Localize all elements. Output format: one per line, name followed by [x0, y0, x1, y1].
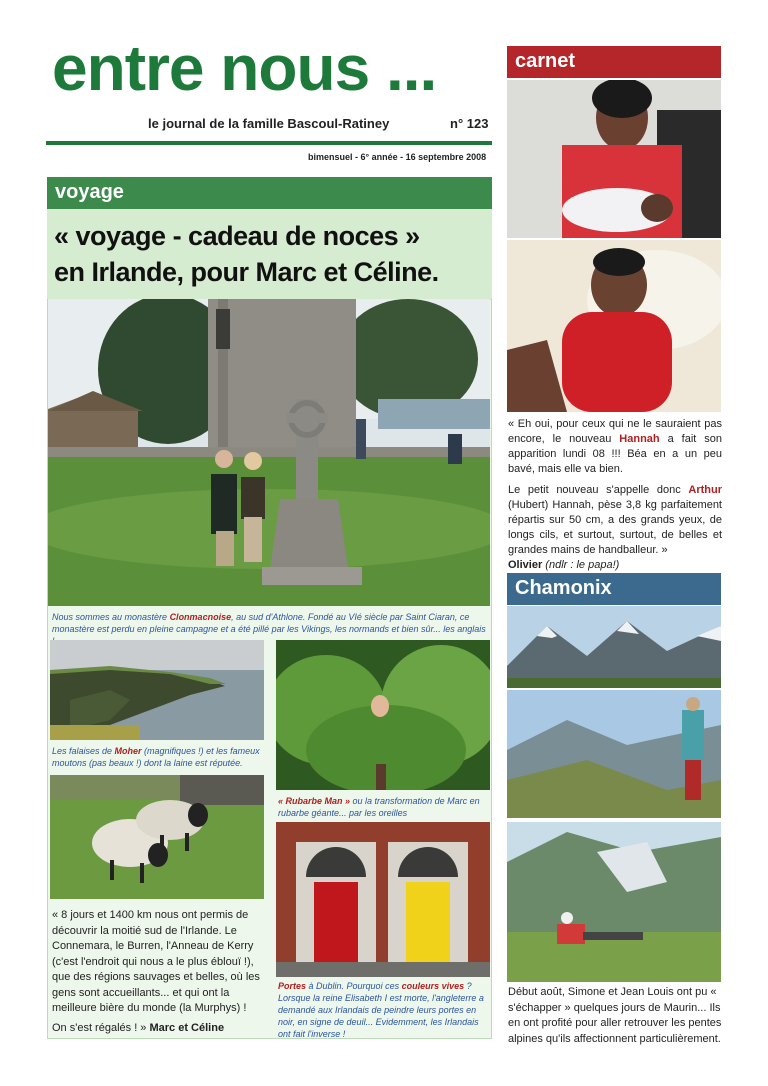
carnet-signature-name: Olivier [508, 559, 543, 571]
section-header-carnet: carnet [507, 46, 721, 78]
carnet-paragraph-2 [508, 483, 722, 558]
photo-sheep [50, 775, 264, 899]
photo-clonmacnoise [48, 299, 490, 606]
voyage-body [52, 908, 264, 1036]
section-header-voyage: voyage [47, 177, 492, 209]
carnet-signature [508, 558, 722, 573]
photo-rubarbe-man [276, 640, 490, 790]
caption-moher [52, 745, 264, 769]
carnet-signature-note: (ndlr : le papa!) [542, 559, 620, 571]
headline-line-1: « voyage - cadeau de noces » [54, 221, 420, 251]
edition-line: bimensuel - 6° année - 16 septembre 2008 [308, 152, 487, 162]
photo-cliffs-of-moher [50, 640, 264, 740]
voyage-signature-pre: On s'est régalés ! » [52, 1021, 150, 1034]
caption-moher-name: Moher [114, 746, 142, 756]
carnet-p2-post: (Hubert) Hannah, pèse 3,8 kg parfaitement répartis sur 50 cm, a des grands yeux, de longs cils, et surtout, surtout, de belles et grandes mains de handballeur. » [508, 499, 722, 556]
caption-rubarbe [278, 795, 490, 819]
photo-chamonix-mountains [507, 606, 721, 688]
masthead-rule [46, 141, 492, 145]
caption-moher-pre: Les falaises de [52, 746, 115, 756]
caption-moher-post: (magnifiques !) et les fameux moutons (pas beaux !) dont la laine est réputée. [52, 746, 260, 768]
voyage-signature-names: Marc et Céline [149, 1021, 225, 1034]
voyage-body-text: « 8 jours et 1400 km nous ont permis de découvrir la moitié sud de l'Irlande. Le Connemara, le Burren, l'Anneau de Kerry (c'est l'endroit qui nous a le plus éblouï !), que des régions sauvages et belles, où les gens sont accueillants... et qui ont la meilleure bière du monde (la Murphys) ! [52, 909, 260, 1014]
carnet-paragraph-1 [508, 417, 722, 477]
caption-clonmacnoise-post: , au sud d'Athlone. Fondé au VIé siècle par Saint Ciaran, ce monastère est perdu en pleine campagne et a été pillé par les Vikings, les normands et bien sûr... les anglais [52, 612, 486, 634]
carnet-p1-pre: « Eh oui, pour ceux qui ne le sauraient pas encore, le nouveau [508, 418, 722, 445]
carnet-p1-post: a fait son apparition lundi 08 !!! Béa en a un peu bavé, mais elle va bien. [508, 433, 722, 475]
caption-rubarbe-name: « Rubarbe Man » [278, 796, 351, 806]
caption-clonmacnoise-name: Clonmacnoise [169, 612, 232, 622]
photo-chamonix-rest [507, 822, 721, 982]
carnet-p1-name: Hannah [619, 433, 660, 445]
photo-father-baby [507, 80, 721, 238]
chamonix-text: Début août, Simone et Jean Louis ont pu « s'échapper » quelques jours de Maurin... Ils en ont profité pour aller retrouver les pentes alpines qu'ils affectionnent particulièrement. [508, 986, 722, 1045]
section-header-chamonix: Chamonix [507, 573, 721, 605]
masthead-subtitle: le journal de la famille Bascoul-Ratiney [148, 116, 390, 131]
carnet-text [508, 417, 722, 573]
caption-dublin-mid: à Dublin. Pourquoi ces [306, 981, 402, 991]
headline-line-2: en Irlande, pour Marc et Céline. [54, 257, 439, 287]
issue-number: n° 123 [450, 116, 489, 131]
photo-baby [507, 240, 721, 412]
headline [54, 218, 490, 290]
masthead-title: entre nous ... [52, 32, 437, 104]
voyage-signature [52, 1021, 264, 1037]
caption-rubarbe-post: ou la transformation de Marc en rubarbe géante... par les oreilles [278, 796, 480, 818]
caption-dublin-post: ? Lorsque la reine Elisabeth I est morte, l'angleterre a demandé aux Irlandais de peindre leurs portes en noir, en signe de deuil... Evidemment, les Irlandais ont fait l'inverse ! [278, 981, 484, 1039]
caption-dublin-colors: couleurs vives [401, 981, 465, 991]
caption-clonmacnoise-pre: Nous sommes au monastère [52, 612, 170, 622]
photo-chamonix-hiker [507, 690, 721, 818]
caption-dublin-name: Portes [278, 981, 307, 991]
carnet-p2-pre: Le petit nouveau s'appelle donc [508, 484, 689, 496]
carnet-p2-name: Arthur [688, 484, 722, 496]
caption-dublin [278, 980, 490, 1040]
photo-dublin-doors [276, 822, 490, 977]
